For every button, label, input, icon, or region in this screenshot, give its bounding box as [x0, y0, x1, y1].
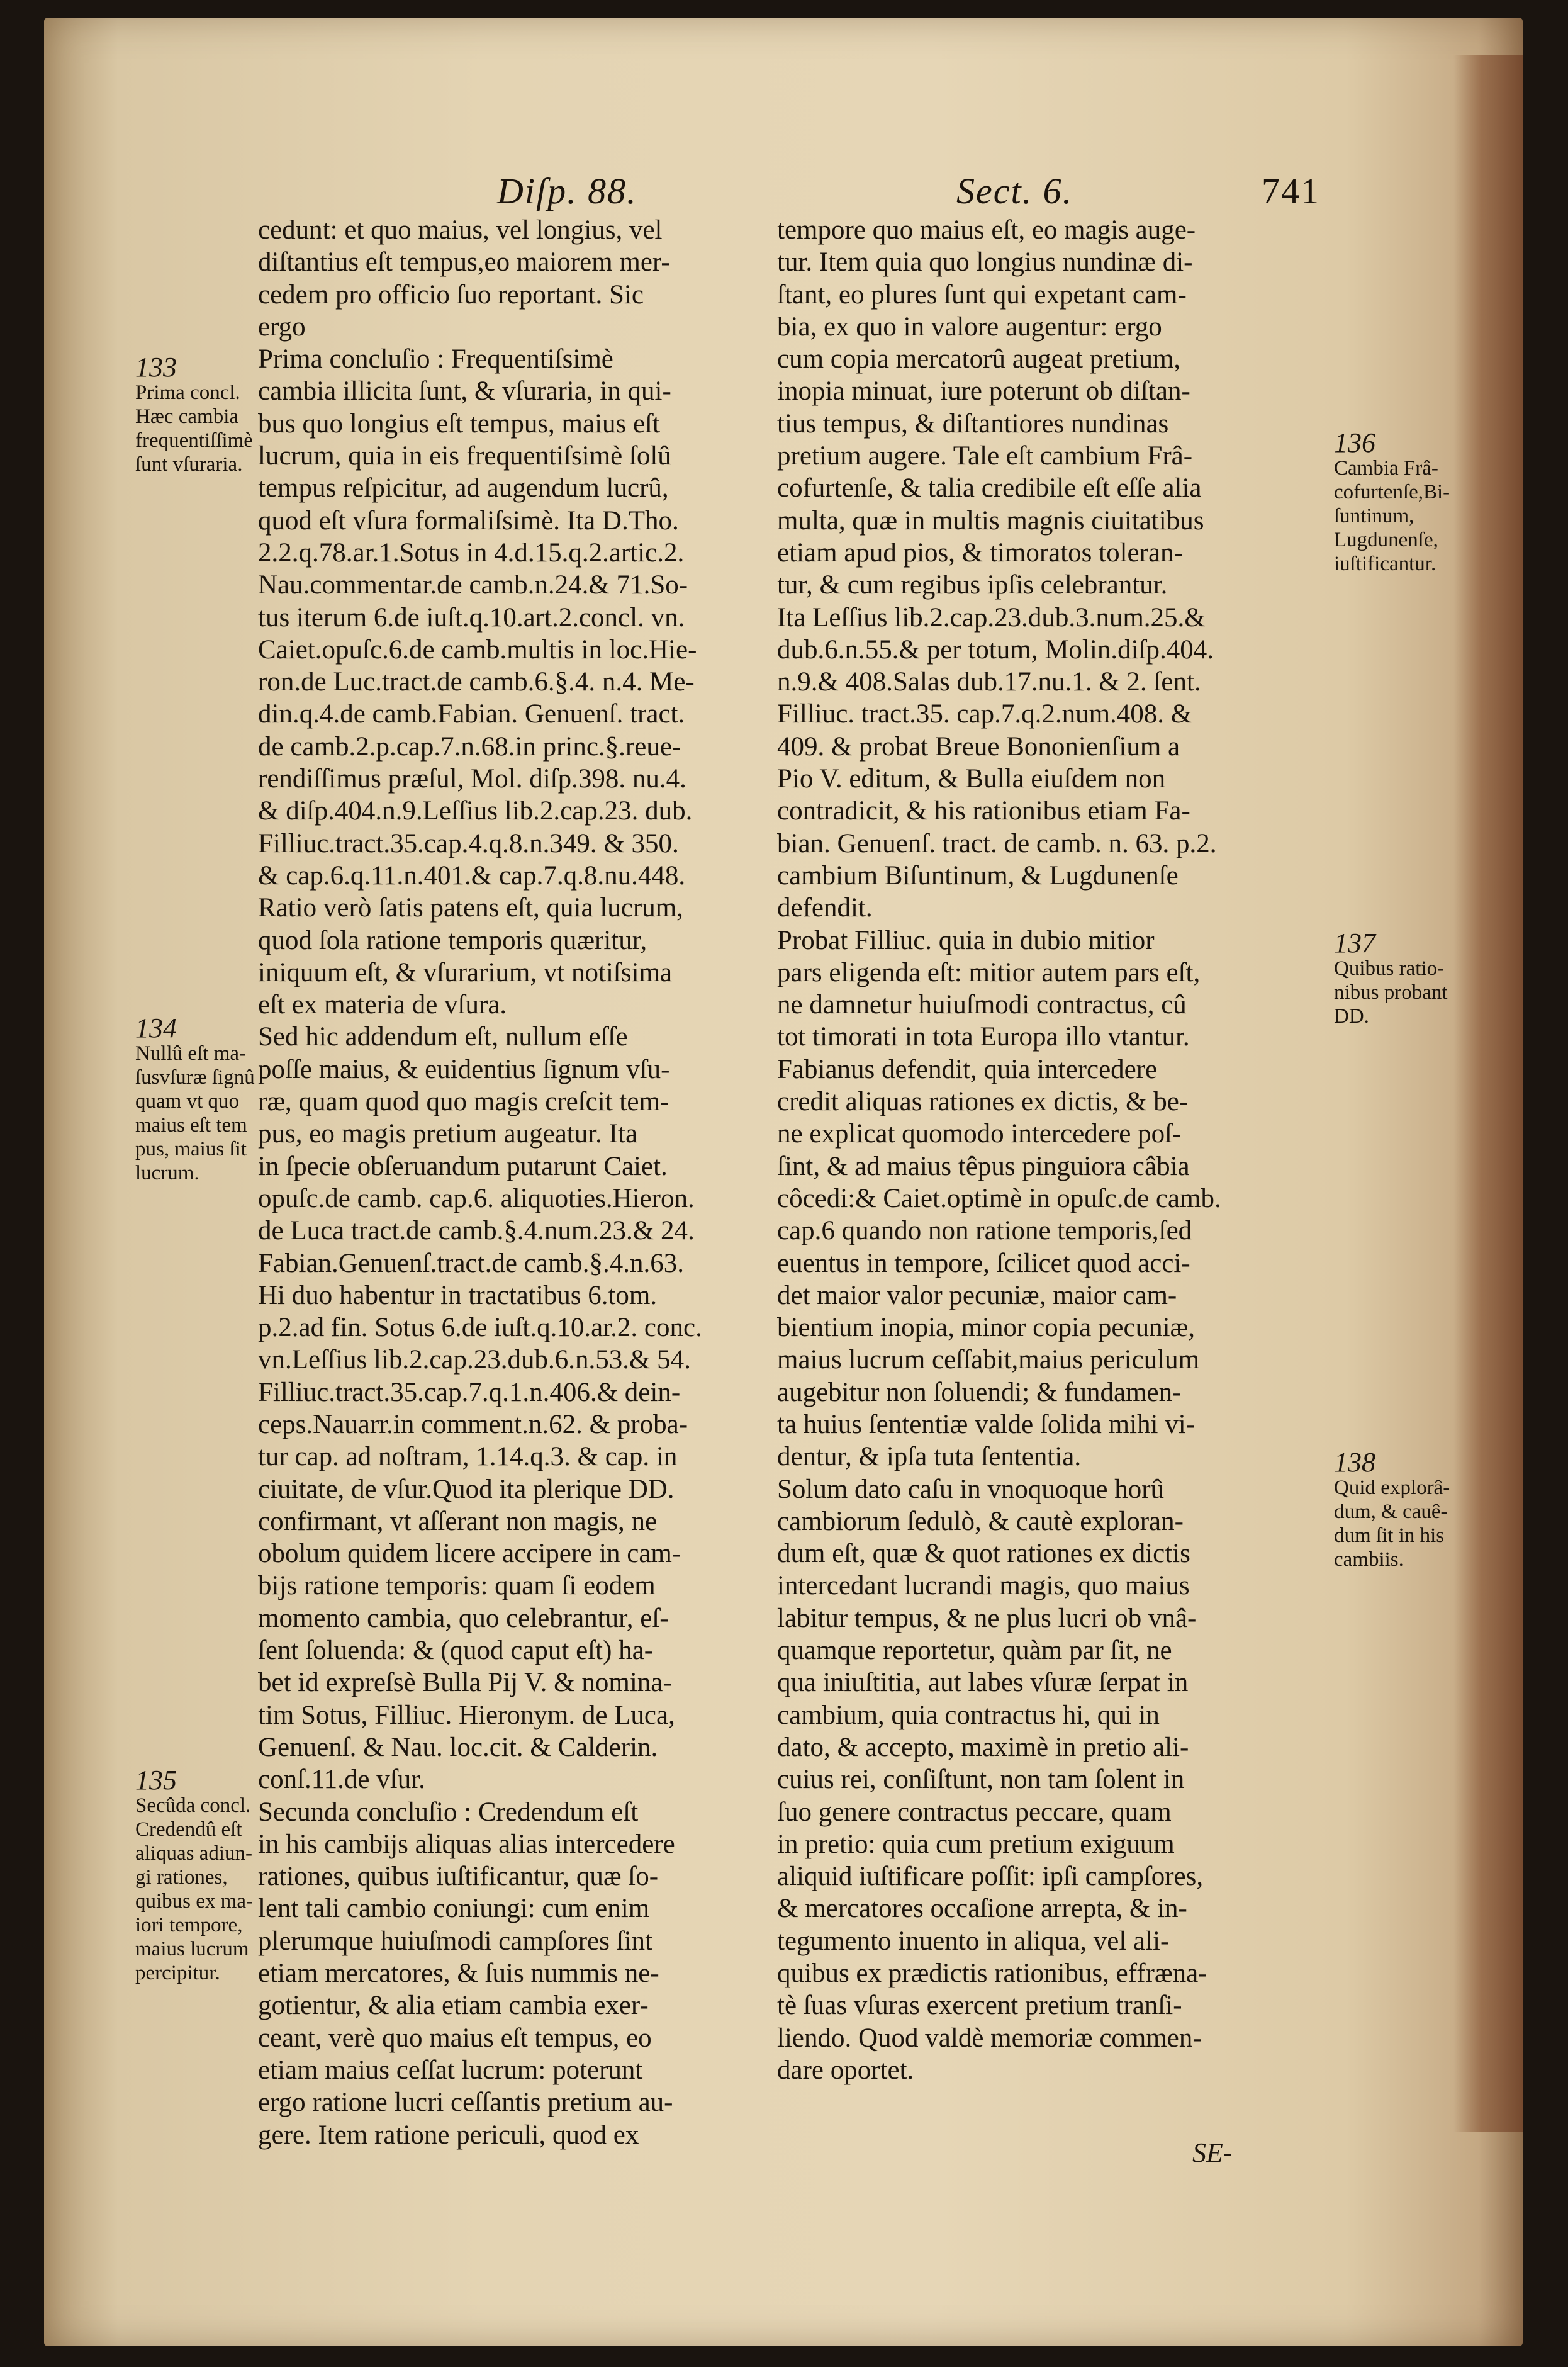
text-line: ſtant, eo plures ſunt qui expetant cam-	[777, 279, 1187, 310]
text-line: Fabianus defendit, quia intercedere	[777, 1054, 1158, 1084]
text-line: in his cambijs aliquas alias intercedere	[258, 1829, 675, 1859]
text-line: poſſe maius, & euidentius ſignum vſu-	[258, 1054, 670, 1084]
page-spine-shadow	[1453, 55, 1523, 2132]
text-line: diſtantius eſt tempus,eo maiorem mer-	[258, 247, 670, 278]
text-line: Secunda concluſio : Credendum eſt	[258, 1797, 639, 1827]
text-line: labitur tempus, & ne plus lucri ob vnâ-	[777, 1603, 1197, 1633]
text-line: cambium Biſuntinum, & Lugdunenſe	[777, 860, 1179, 891]
text-line: ergo	[258, 312, 306, 342]
text-line: tot timorati in tota Europa illo vtantur.	[777, 1022, 1190, 1052]
text-line: pretium augere. Tale eſt cambium Frâ-	[777, 441, 1193, 471]
text-line: opuſc.de camb. cap.6. aliquoties.Hieron.	[258, 1183, 695, 1213]
text-line: tur. Item quia quo longius nundinæ di-	[777, 247, 1193, 278]
catchword: SE-	[1192, 2137, 1233, 2168]
text-line: 2.2.q.78.ar.1.Sotus in 4.d.15.q.2.artic.2.	[258, 537, 685, 568]
text-line: bientium inopia, minor copia pecuniæ,	[777, 1313, 1195, 1343]
header-disputation: Diſp. 88.	[497, 171, 637, 211]
margin-note-133: 133 Prima concl. Hæc cambia frequentiſſimè ſunt vſuraria.	[135, 352, 253, 476]
margin-note-138: 138 Quid explorâ- dum, & cauê- dum ſit in his cambiis.	[1334, 1447, 1450, 1571]
text-line: ergo ratione lucri ceſſantis pretium au-	[258, 2088, 673, 2118]
text-line: cambia illicita ſunt, & vſuraria, in qui-	[258, 376, 671, 407]
text-line: etiam maius ceſſat lucrum: poterunt	[258, 2055, 643, 2085]
text-line: n.9.& 408.Salas dub.17.nu.1. & 2. ſent.	[777, 667, 1201, 697]
text-line: etiam mercatores, & ſuis nummis ne-	[258, 1959, 659, 1989]
text-line: cedunt: et quo maius, vel longius, vel	[258, 215, 663, 245]
text-line: ſuo genere contractus peccare, quam	[777, 1797, 1172, 1827]
text-line: Genuenſ. & Nau. loc.cit. & Calderin.	[258, 1732, 658, 1762]
text-line: cedem pro officio ſuo reportant. Sic	[258, 279, 644, 310]
text-line: liendo. Quod valdè memoriæ commen-	[777, 2023, 1202, 2053]
text-line: maius lucrum ceſſabit,maius periculum	[777, 1345, 1200, 1375]
text-line: rendiſſimus præſul, Mol. diſp.398. nu.4.	[258, 764, 686, 794]
text-line: tius tempus, & diſtantiores nundinas	[777, 408, 1169, 439]
text-line: ciuitate, de vſur.Quod ita plerique DD.	[258, 1474, 675, 1504]
text-line: tur, & cum regibus ipſis celebrantur.	[777, 570, 1168, 600]
text-line: Ratio verò ſatis patens eſt, quia lucrum,	[258, 893, 683, 923]
text-line: ne damnetur huiuſmodi contractus, cû	[777, 990, 1187, 1020]
text-line: gere. Item ratione periculi, quod ex	[258, 2120, 639, 2150]
text-line: Caiet.opuſc.6.de camb.multis in loc.Hie-	[258, 634, 697, 665]
text-line: cuius rei, conſiſtunt, non tam ſolent in	[777, 1765, 1185, 1795]
text-line: p.2.ad fin. Sotus 6.de iuſt.q.10.ar.2. conc.	[258, 1313, 702, 1343]
text-line: ſint, & ad maius têpus pinguiora câbia	[777, 1151, 1190, 1181]
text-line: gotientur, & alia etiam cambia exer-	[258, 1991, 649, 2021]
text-line: cambiorum ſedulò, & cautè exploran-	[777, 1506, 1184, 1536]
text-line: cap.6 quando non ratione temporis,ſed	[777, 1216, 1192, 1246]
text-line: etiam apud pios, & timoratos toleran-	[777, 537, 1183, 568]
text-line: quamque reportetur, quàm par ſit, ne	[777, 1636, 1172, 1666]
text-line: bian. Genuenſ. tract. de camb. n. 63. p.2.	[777, 828, 1217, 858]
text-line: bia, ex quo in valore augentur: ergo	[777, 312, 1162, 342]
text-line: in pretio: quia cum pretium exiguum	[777, 1829, 1175, 1859]
text-line: euentus in tempore, ſcilicet quod acci-	[777, 1248, 1190, 1278]
text-line: cum copia mercatorû augeat pretium,	[777, 344, 1181, 374]
text-line: qua iniuſtitia, aut labes vſuræ ſerpat in	[777, 1668, 1189, 1698]
header-section: Sect. 6.	[956, 171, 1073, 211]
text-line: contradicit, & his rationibus etiam Fa-	[777, 796, 1190, 826]
text-line: vn.Leſſius lib.2.cap.23.dub.6.n.53.& 54.	[258, 1345, 691, 1375]
margin-note-136: 136 Cambia Frâ- cofurtenſe,Bi- ſuntinum, Lugdunenſe, iuſtificantur.	[1334, 427, 1450, 575]
text-line: & mercatores occaſione arrepta, & in-	[777, 1894, 1187, 1924]
text-line: pus, eo magis pretium augeatur. Ita	[258, 1119, 638, 1149]
text-line: dato, & accepto, maximè in pretio ali-	[777, 1732, 1189, 1762]
text-line: conſ.11.de vſur.	[258, 1765, 425, 1795]
text-line: & diſp.404.n.9.Leſſius lib.2.cap.23. dub.	[258, 796, 693, 826]
text-line: aliquid iuſtificare poſſit: ipſi campſores,	[777, 1862, 1204, 1892]
page-number: 741	[1262, 171, 1320, 211]
text-line: Filliuc.tract.35.cap.7.q.1.n.406.& dein-	[258, 1377, 681, 1407]
text-line: Ita Leſſius lib.2.cap.23.dub.3.num.25.&	[777, 602, 1206, 633]
text-line: tus iterum 6.de iuſt.q.10.art.2.concl. vn.	[258, 602, 685, 633]
text-line: bet id expreſsè Bulla Pij V. & nomina-	[258, 1668, 672, 1698]
text-line: tempore quo maius eſt, eo magis auge-	[777, 215, 1196, 245]
text-line: ta huius ſententiæ valde ſolida mihi vi-	[777, 1409, 1196, 1439]
text-line: tè ſuas vſuras exercent pretium tranſi-	[777, 1991, 1182, 2021]
text-line: augebitur non ſoluendi; & fundamen-	[777, 1377, 1182, 1407]
text-line: bus quo longius eſt tempus, maius eſt	[258, 408, 660, 439]
text-line: Prima concluſio : Frequentiſsimè	[258, 344, 613, 374]
text-line: det maior valor pecuniæ, maior cam-	[777, 1280, 1177, 1310]
text-line: lucrum, quia in eis frequentiſsimè ſolû	[258, 441, 671, 471]
text-line: tegumento inuento in aliqua, vel ali-	[777, 1926, 1170, 1956]
text-line: credit aliquas rationes ex dictis, & be-	[777, 1087, 1189, 1117]
text-line: in ſpecie obſeruandum putarunt Caiet.	[258, 1151, 668, 1181]
text-line: tempus reſpicitur, ad augendum lucrû,	[258, 473, 669, 503]
text-line: rationes, quibus iuſtificantur, quæ ſo-	[258, 1862, 659, 1892]
text-line: de Luca tract.de camb.§.4.num.23.& 24.	[258, 1216, 695, 1246]
text-line: inopia minuat, iure poterunt ob diſtan-	[777, 376, 1190, 407]
text-line: Fabian.Genuenſ.tract.de camb.§.4.n.63.	[258, 1248, 685, 1278]
margin-note-134: 134 Nullû eſt ma- ſusvſuræ ſignû quam vt quo maius eſt tem pus, maius ſit lucrum.	[135, 1013, 255, 1184]
margin-note-137: 137 Quibus ratio- nibus probant DD.	[1334, 928, 1448, 1028]
text-line: defendit.	[777, 893, 873, 923]
text-line: Nau.commentar.de camb.n.24.& 71.So-	[258, 570, 688, 600]
text-line: ſent ſoluenda: & (quod caput eſt) ha-	[258, 1636, 654, 1666]
text-line: dare oportet.	[777, 2055, 914, 2085]
text-line: de camb.2.p.cap.7.n.68.in princ.§.reue-	[258, 731, 681, 762]
text-line: Probat Filliuc. quia in dubio mitior	[777, 925, 1155, 955]
text-line: multa, quæ in multis magnis ciuitatibus	[777, 505, 1204, 536]
text-line: tim Sotus, Filliuc. Hieronym. de Luca,	[258, 1700, 675, 1730]
margin-note-135: 135 Secûda concl. Credendû eſt aliquas adiun- gi rationes, quibus ex ma- iori tempore, maius lucrum percipitur.	[135, 1765, 253, 1984]
text-line: Sed hic addendum eſt, nullum eſſe	[258, 1022, 628, 1052]
text-line: quibus ex prædictis rationibus, effrænа-	[777, 1959, 1207, 1989]
text-line: ceps.Nauarr.in comment.n.62. & proba-	[258, 1409, 688, 1439]
text-line: dub.6.n.55.& per totum, Molin.diſp.404.	[777, 634, 1214, 665]
text-line: ræ, quam quod quo magis creſcit tem-	[258, 1087, 669, 1117]
text-line: ne explicat quomodo intercedere poſ-	[777, 1119, 1182, 1149]
text-line: Hi duo habentur in tractatibus 6.tom.	[258, 1280, 658, 1310]
text-line: côcedi:& Caiet.optimè in opuſc.de camb.	[777, 1183, 1221, 1213]
text-line: iniquum eſt, & vſurarium, vt notiſsima	[258, 957, 673, 987]
left-text-column	[258, 214, 812, 2151]
text-line: quod ſola ratione temporis quæritur,	[258, 925, 647, 955]
text-line: tur cap. ad noſtram, 1.14.q.3. & cap. in	[258, 1442, 678, 1472]
right-text-column	[777, 214, 1331, 2086]
text-line: cofurtenſe, & talia credibile eſt eſſe alia	[777, 473, 1202, 503]
text-line: intercedant lucrandi magis, quo maius	[777, 1571, 1190, 1601]
text-line: dum eſt, quæ & quot rationes ex dictis	[777, 1539, 1190, 1569]
text-line: pars eligenda eſt: mitior autem pars eſt,	[777, 957, 1201, 987]
text-line: plerumque huiuſmodi campſores ſint	[258, 1926, 652, 1956]
text-line: ron.de Luc.tract.de camb.6.§.4. n.4. Me-	[258, 667, 695, 697]
text-line: & cap.6.q.11.n.401.& cap.7.q.8.nu.448.	[258, 860, 686, 891]
text-line: cambium, quia contractus hi, qui in	[777, 1700, 1160, 1730]
text-line: dentur, & ipſa tuta ſententia.	[777, 1442, 1082, 1472]
text-line: obolum quidem licere accipere in cam-	[258, 1539, 681, 1569]
text-line: momento cambia, quo celebrantur, eſ-	[258, 1603, 669, 1633]
text-line: Pio V. editum, & Bulla eiuſdem non	[777, 764, 1166, 794]
text-line: Filliuc. tract.35. cap.7.q.2.num.408. &	[777, 699, 1192, 729]
text-line: Filliuc.tract.35.cap.4.q.8.n.349. & 350.	[258, 828, 679, 858]
text-line: Solum dato caſu in vnoquoque horû	[777, 1474, 1165, 1504]
text-line: 409. & probat Breue Bononienſium a	[777, 731, 1180, 762]
text-line: din.q.4.de camb.Fabian. Genuenſ. tract.	[258, 699, 685, 729]
text-line: bijs ratione temporis: quam ſi eodem	[258, 1571, 656, 1601]
text-line: eſt ex materia de vſura.	[258, 990, 507, 1020]
text-line: confirmant, vt aſſerant non magis, ne	[258, 1506, 658, 1536]
text-line: ceant, verè quo maius eſt tempus, eo	[258, 2023, 652, 2053]
text-line: quod eſt vſura formaliſsimè. Ita D.Tho.	[258, 505, 679, 536]
text-line: lent tali cambio coniungi: cum enim	[258, 1894, 650, 1924]
